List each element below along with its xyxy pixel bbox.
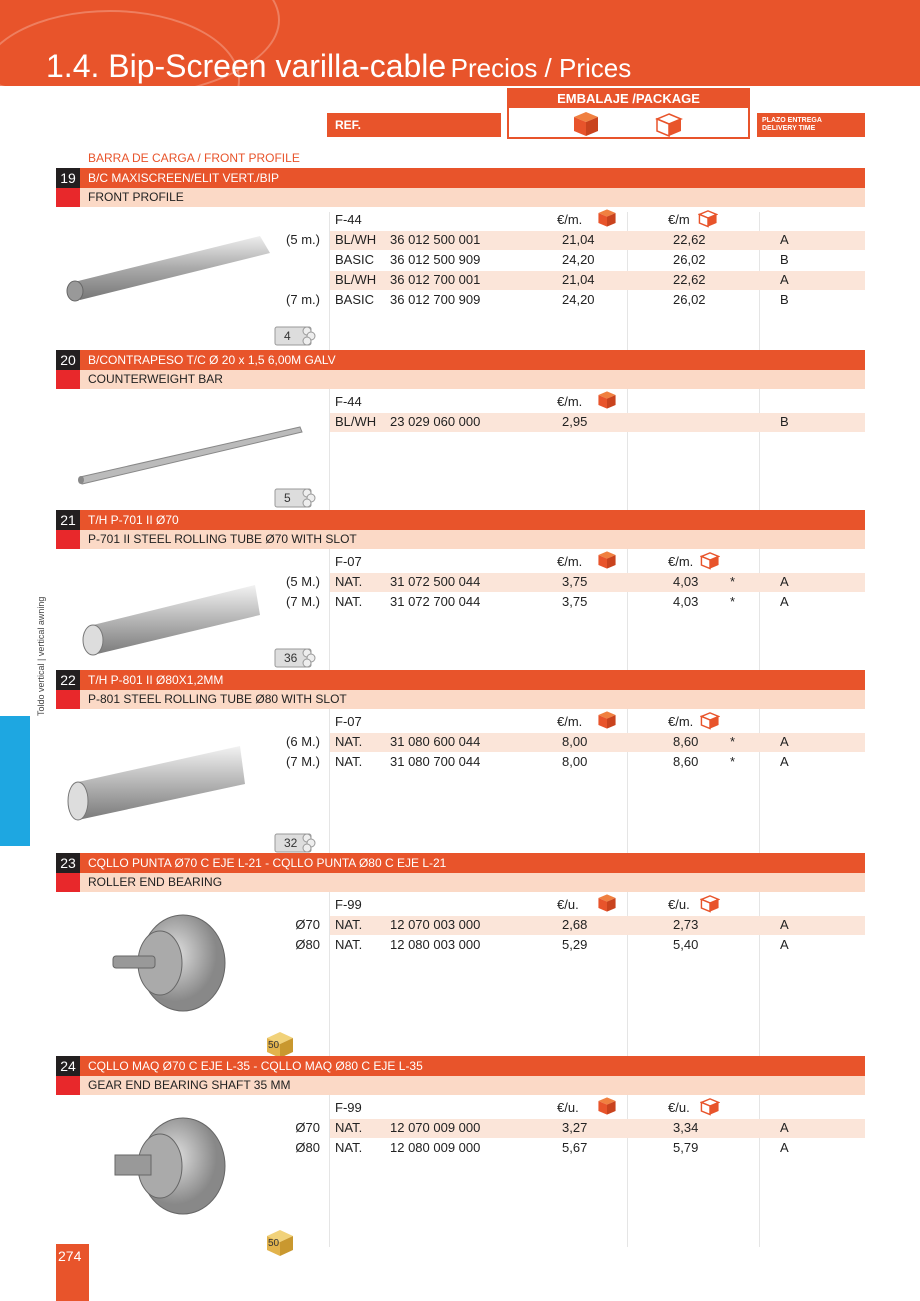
- tube-image: [70, 422, 310, 497]
- asterisk-mark: *: [730, 594, 736, 609]
- price-per-unit: 5,67: [562, 1140, 588, 1155]
- delivery-code: A: [780, 1140, 789, 1155]
- length-label: (5 m.): [286, 232, 320, 247]
- price-per-unit: 21,04: [562, 232, 595, 247]
- tube-image: [75, 560, 275, 675]
- product-title: B/CONTRAPESO T/C Ø 20 x 1,5 6,00M GALV: [88, 353, 336, 367]
- price-unit-package: €/m.: [668, 714, 694, 729]
- price-per-package: 5,79: [673, 1140, 699, 1155]
- finish-code: BL/WH: [335, 414, 377, 429]
- reference-number: 36 012 500 909: [390, 252, 481, 267]
- price-per-package: 4,03: [673, 574, 699, 589]
- closed-box-icon: [597, 893, 617, 918]
- product-subtitle: COUNTERWEIGHT BAR: [88, 372, 223, 386]
- length-label: (7 M.): [286, 594, 320, 609]
- pack-quantity: 50: [268, 1238, 280, 1249]
- closed-box-icon: [597, 208, 617, 233]
- open-box-icon: [700, 893, 720, 918]
- finish-code: BL/WH: [335, 272, 377, 287]
- price-per-unit: 3,27: [562, 1120, 588, 1135]
- price-per-unit: 24,20: [562, 292, 595, 307]
- finish-code: NAT.: [335, 754, 363, 769]
- page-title-main: 1.4. Bip-Screen varilla-cable: [46, 48, 447, 84]
- end-bearing-image: [105, 908, 235, 1023]
- reference-number: 31 080 600 044: [390, 734, 481, 749]
- product-subtitle: P-801 STEEL ROLLING TUBE Ø80 WITH SLOT: [88, 692, 347, 706]
- delivery-code: A: [780, 917, 789, 932]
- product-subtitle: GEAR END BEARING SHAFT 35 MM: [88, 1078, 291, 1092]
- length-label: Ø70: [295, 1120, 320, 1135]
- pack-quantity: 5: [284, 491, 291, 505]
- price-per-unit: 8,00: [562, 734, 588, 749]
- delivery-code: A: [780, 1120, 789, 1135]
- price-per-unit: 3,75: [562, 594, 588, 609]
- closed-box-icon: [597, 390, 617, 415]
- reference-number: 12 080 003 000: [390, 937, 481, 952]
- length-label: Ø80: [295, 1140, 320, 1155]
- pack-quantity: 50: [268, 1040, 280, 1051]
- pack-quantity: 36: [284, 651, 298, 665]
- product-marker: [56, 1076, 80, 1095]
- product-marker: [56, 188, 80, 207]
- finish-code: BL/WH: [335, 232, 377, 247]
- delivery-code: A: [780, 272, 789, 287]
- pack-quantity: 32: [284, 836, 298, 850]
- product-number: 20: [56, 350, 80, 370]
- finish-code: NAT.: [335, 917, 363, 932]
- product-subtitle: ROLLER END BEARING: [88, 875, 223, 889]
- product-title: CQLLO MAQ Ø70 C EJE L-35 - CQLLO MAQ Ø80 C EJE L-35: [88, 1059, 423, 1073]
- side-tab: [0, 716, 30, 846]
- header-band: [0, 0, 920, 86]
- finish-code: NAT.: [335, 937, 363, 952]
- price-unit-package: €/m: [668, 212, 690, 227]
- price-per-unit: 8,00: [562, 754, 588, 769]
- delivery-code: B: [780, 252, 789, 267]
- delivery-code: A: [780, 734, 789, 749]
- price-per-package: 8,60: [673, 754, 699, 769]
- closed-box-icon: [597, 550, 617, 575]
- spec-code: F-99: [335, 1100, 362, 1115]
- open-box-icon: [700, 710, 720, 735]
- length-label: Ø80: [295, 937, 320, 952]
- product-number: 24: [56, 1056, 80, 1076]
- closed-box-icon: [597, 710, 617, 735]
- product-title: T/H P-701 II Ø70: [88, 513, 179, 527]
- price-per-unit: 5,29: [562, 937, 588, 952]
- finish-code: BASIC: [335, 252, 375, 267]
- product-marker: [56, 370, 80, 389]
- product-subtitle: P-701 II STEEL ROLLING TUBE Ø70 WITH SLOT: [88, 532, 357, 546]
- reference-number: 36 012 700 909: [390, 292, 481, 307]
- price-per-package: 8,60: [673, 734, 699, 749]
- delivery-code: B: [780, 414, 789, 429]
- finish-code: NAT.: [335, 734, 363, 749]
- product-title: CQLLO PUNTA Ø70 C EJE L-21 - CQLLO PUNTA Ø80 C EJE L-21: [88, 856, 447, 870]
- spec-code: F-44: [335, 394, 362, 409]
- ref-header: REF.: [327, 113, 501, 137]
- length-label: (6 M.): [286, 734, 320, 749]
- price-per-package: 26,02: [673, 252, 706, 267]
- side-tab-label: Toldo vertical | vertical awning: [36, 596, 46, 716]
- price-per-unit: 2,95: [562, 414, 588, 429]
- tube-image: [60, 725, 260, 840]
- price-per-unit: 3,75: [562, 574, 588, 589]
- asterisk-mark: *: [730, 574, 736, 589]
- product-title: B/C MAXISCREEN/ELIT VERT./BIP: [88, 171, 279, 185]
- price-unit-box: €/m.: [557, 714, 583, 729]
- page-number: 274: [56, 1244, 89, 1301]
- price-per-package: 22,62: [673, 272, 706, 287]
- closed-box-icon: [597, 1096, 617, 1121]
- reference-number: 36 012 500 001: [390, 232, 481, 247]
- reference-number: 31 080 700 044: [390, 754, 481, 769]
- spec-code: F-07: [335, 714, 362, 729]
- product-number: 21: [56, 510, 80, 530]
- spec-code: F-99: [335, 897, 362, 912]
- delivery-code: A: [780, 574, 789, 589]
- price-unit-package: €/u.: [668, 1100, 690, 1115]
- page-title: [46, 48, 631, 85]
- section-label: BARRA DE CARGA / FRONT PROFILE: [88, 151, 300, 165]
- price-unit-box: €/m.: [557, 212, 583, 227]
- price-per-package: 5,40: [673, 937, 699, 952]
- price-unit-box: €/m.: [557, 394, 583, 409]
- price-unit-box: €/u.: [557, 897, 579, 912]
- end-bearing-image: [105, 1111, 235, 1226]
- delivery-code: A: [780, 754, 789, 769]
- price-per-unit: 24,20: [562, 252, 595, 267]
- bundle-quantity-icon: [273, 325, 317, 352]
- spec-code: F-44: [335, 212, 362, 227]
- reference-number: 23 029 060 000: [390, 414, 481, 429]
- reference-number: 36 012 700 001: [390, 272, 481, 287]
- product-marker: [56, 690, 80, 709]
- open-box-icon: [700, 1096, 720, 1121]
- product-subtitle: FRONT PROFILE: [88, 190, 184, 204]
- product-number: 22: [56, 670, 80, 690]
- product-marker: [56, 530, 80, 549]
- reference-number: 31 072 500 044: [390, 574, 481, 589]
- finish-code: NAT.: [335, 1140, 363, 1155]
- asterisk-mark: *: [730, 734, 736, 749]
- pack-quantity: 4: [284, 329, 291, 343]
- delivery-label-es: PLAZO ENTREGA: [762, 117, 822, 124]
- price-per-package: 22,62: [673, 232, 706, 247]
- length-label: (7 m.): [286, 292, 320, 307]
- page-title-sub: Precios / Prices: [450, 53, 632, 83]
- price-per-package: 26,02: [673, 292, 706, 307]
- open-box-icon: [655, 110, 683, 138]
- finish-code: NAT.: [335, 594, 363, 609]
- product-title: T/H P-801 II Ø80X1,2MM: [88, 673, 224, 687]
- price-per-unit: 2,68: [562, 917, 588, 932]
- price-unit-box: €/m.: [557, 554, 583, 569]
- price-per-package: 2,73: [673, 917, 699, 932]
- product-marker: [56, 873, 80, 892]
- finish-code: NAT.: [335, 574, 363, 589]
- product-subtitle-bar: [80, 188, 865, 207]
- price-unit-package: €/m.: [668, 554, 694, 569]
- price-unit-package: €/u.: [668, 897, 690, 912]
- spec-code: F-07: [335, 554, 362, 569]
- delivery-code: A: [780, 232, 789, 247]
- price-per-unit: 21,04: [562, 272, 595, 287]
- delivery-code: A: [780, 937, 789, 952]
- reference-number: 31 072 700 044: [390, 594, 481, 609]
- length-label: (7 M.): [286, 754, 320, 769]
- delivery-header: [757, 113, 865, 137]
- package-header: [507, 88, 750, 139]
- price-unit-box: €/u.: [557, 1100, 579, 1115]
- delivery-code: A: [780, 594, 789, 609]
- tube-image: [50, 228, 280, 313]
- open-box-icon: [700, 550, 720, 575]
- product-number: 19: [56, 168, 80, 188]
- reference-number: 12 070 003 000: [390, 917, 481, 932]
- product-number: 23: [56, 853, 80, 873]
- reference-number: 12 080 009 000: [390, 1140, 481, 1155]
- reference-number: 12 070 009 000: [390, 1120, 481, 1135]
- finish-code: NAT.: [335, 1120, 363, 1135]
- price-per-package: 4,03: [673, 594, 699, 609]
- package-label: EMBALAJE /PACKAGE: [509, 90, 748, 108]
- price-per-package: 3,34: [673, 1120, 699, 1135]
- length-label: (5 M.): [286, 574, 320, 589]
- length-label: Ø70: [295, 917, 320, 932]
- delivery-label-en: DELIVERY TIME: [762, 125, 816, 132]
- asterisk-mark: *: [730, 754, 736, 769]
- closed-box-icon: [572, 110, 600, 138]
- finish-code: BASIC: [335, 292, 375, 307]
- delivery-code: B: [780, 292, 789, 307]
